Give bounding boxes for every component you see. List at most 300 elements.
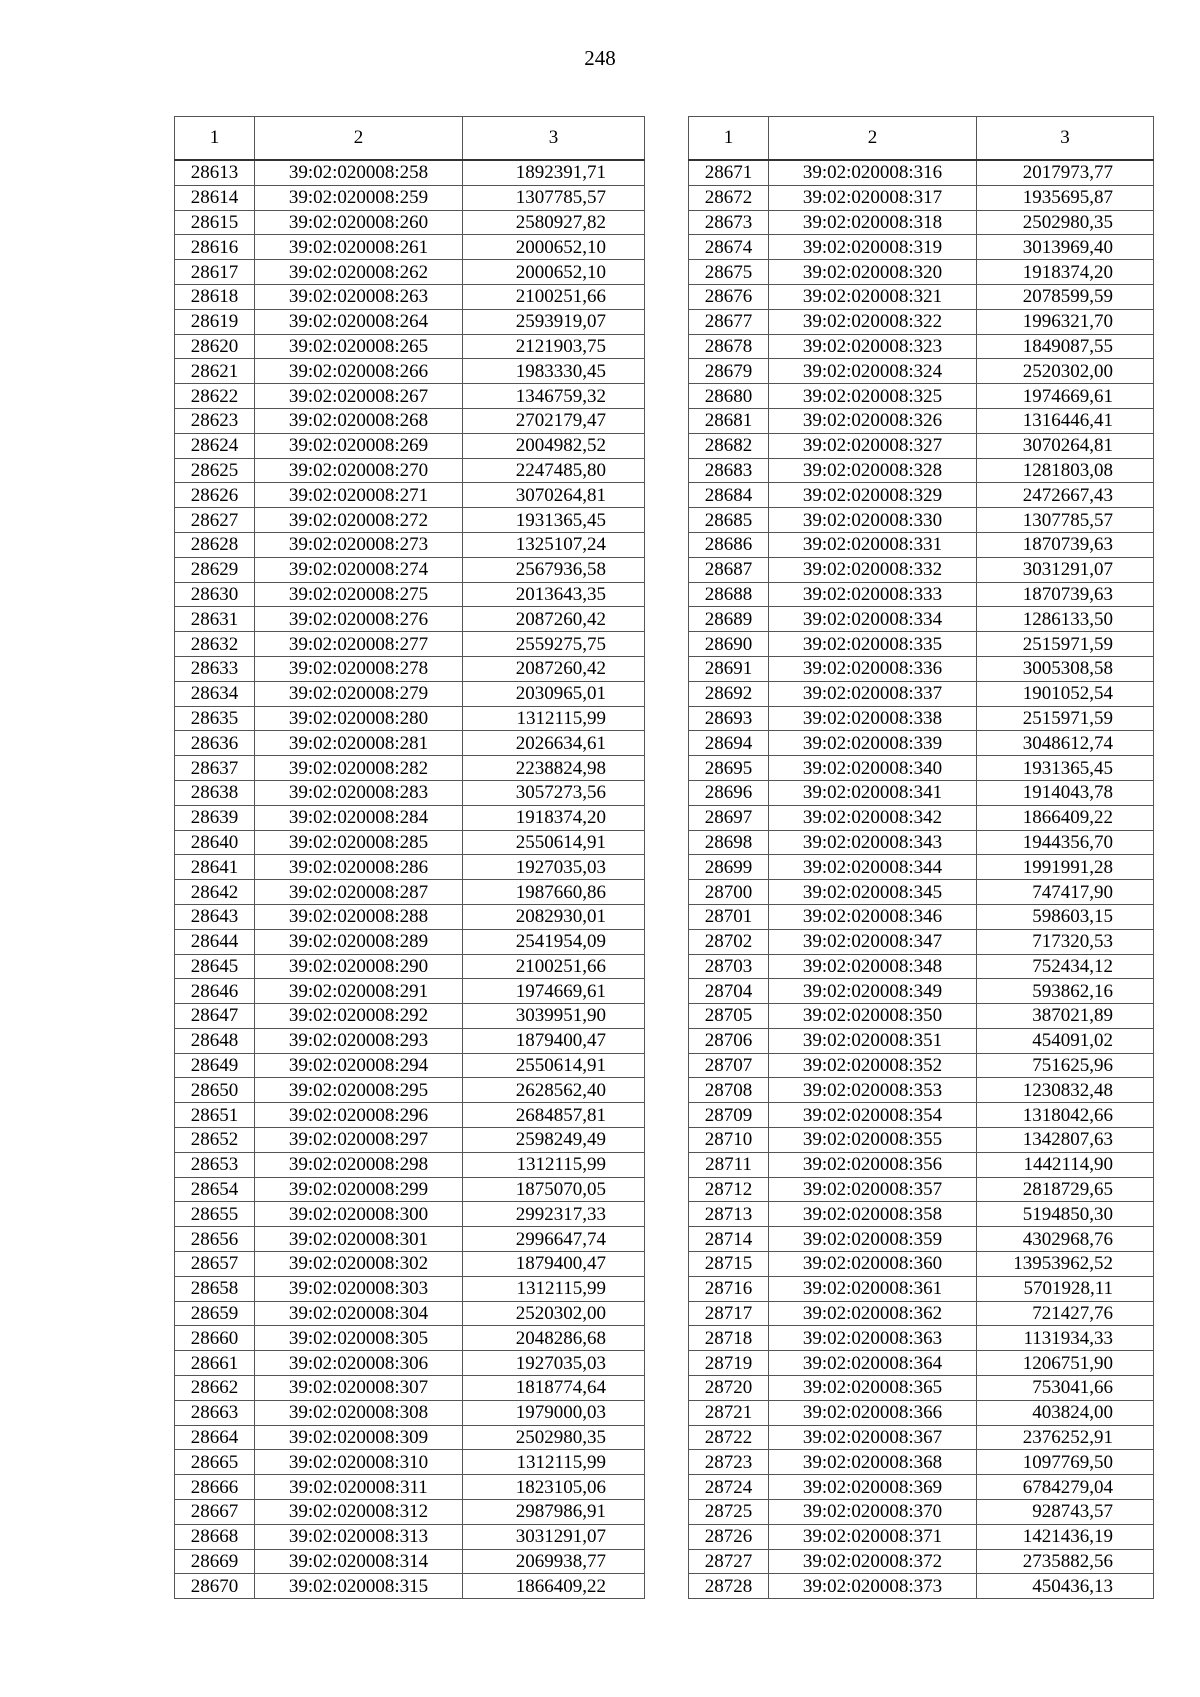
table-row <box>175 185 645 210</box>
cadastral-value: 1875070,05 <box>463 1177 645 1202</box>
row-number: 28613 <box>175 160 255 185</box>
cadastral-value: 1870739,63 <box>977 532 1154 557</box>
cadastral-number: 39:02:020008:307 <box>255 1376 463 1401</box>
row-number: 28680 <box>689 384 769 409</box>
row-number: 28641 <box>175 855 255 880</box>
row-number: 28673 <box>689 210 769 235</box>
cadastral-number: 39:02:020008:346 <box>769 904 977 929</box>
cadastral-value: 1286133,50 <box>977 607 1154 632</box>
cadastral-value: 2017973,77 <box>977 160 1154 185</box>
cadastral-value: 751625,96 <box>977 1053 1154 1078</box>
cadastral-number: 39:02:020008:370 <box>769 1500 977 1525</box>
table-row <box>175 1078 645 1103</box>
header-col-2: 2 <box>769 117 977 161</box>
cadastral-value: 1935695,87 <box>977 185 1154 210</box>
cadastral-value: 747417,90 <box>977 880 1154 905</box>
cadastral-number: 39:02:020008:306 <box>255 1351 463 1376</box>
cadastral-value: 721427,76 <box>977 1301 1154 1326</box>
cadastral-value: 1307785,57 <box>977 508 1154 533</box>
table-row <box>175 1475 645 1500</box>
cadastral-number: 39:02:020008:344 <box>769 855 977 880</box>
row-number: 28688 <box>689 582 769 607</box>
cadastral-value: 3048612,74 <box>977 731 1154 756</box>
cadastral-value: 1307785,57 <box>463 185 645 210</box>
cadastral-value: 4302968,76 <box>977 1227 1154 1252</box>
row-number: 28618 <box>175 284 255 309</box>
table-row <box>175 1252 645 1277</box>
row-number: 28649 <box>175 1053 255 1078</box>
row-number: 28659 <box>175 1301 255 1326</box>
table-row <box>689 1376 1154 1401</box>
row-number: 28662 <box>175 1376 255 1401</box>
cadastral-value: 1316446,41 <box>977 408 1154 433</box>
row-number: 28629 <box>175 557 255 582</box>
cadastral-number: 39:02:020008:365 <box>769 1376 977 1401</box>
cadastral-value: 1342807,63 <box>977 1128 1154 1153</box>
cadastral-value: 2069938,77 <box>463 1549 645 1574</box>
row-number: 28651 <box>175 1103 255 1128</box>
row-number: 28674 <box>689 235 769 260</box>
cadastral-number: 39:02:020008:285 <box>255 830 463 855</box>
cadastral-number: 39:02:020008:333 <box>769 582 977 607</box>
cadastral-number: 39:02:020008:311 <box>255 1475 463 1500</box>
header-col-2: 2 <box>255 117 463 161</box>
table-row <box>175 408 645 433</box>
cadastral-number: 39:02:020008:343 <box>769 830 977 855</box>
cadastral-value: 752434,12 <box>977 954 1154 979</box>
cadastral-value: 1442114,90 <box>977 1152 1154 1177</box>
cadastral-number: 39:02:020008:260 <box>255 210 463 235</box>
cadastral-number: 39:02:020008:272 <box>255 508 463 533</box>
row-number: 28714 <box>689 1227 769 1252</box>
cadastral-number: 39:02:020008:293 <box>255 1028 463 1053</box>
row-number: 28623 <box>175 408 255 433</box>
row-number: 28727 <box>689 1549 769 1574</box>
row-number: 28678 <box>689 334 769 359</box>
table-row <box>175 1400 645 1425</box>
cadastral-value: 1818774,64 <box>463 1376 645 1401</box>
cadastral-value: 1849087,55 <box>977 334 1154 359</box>
row-number: 28615 <box>175 210 255 235</box>
table-row <box>689 656 1154 681</box>
cadastral-number: 39:02:020008:276 <box>255 607 463 632</box>
cadastral-value: 2000652,10 <box>463 235 645 260</box>
table-row <box>689 1252 1154 1277</box>
row-number: 28720 <box>689 1376 769 1401</box>
row-number: 28708 <box>689 1078 769 1103</box>
row-number: 28711 <box>689 1152 769 1177</box>
cadastral-value: 3005308,58 <box>977 656 1154 681</box>
table-row <box>175 532 645 557</box>
table-row <box>175 1450 645 1475</box>
row-number: 28683 <box>689 458 769 483</box>
table-row <box>689 557 1154 582</box>
row-number: 28626 <box>175 483 255 508</box>
cadastral-value: 1974669,61 <box>977 384 1154 409</box>
table-row <box>689 1425 1154 1450</box>
cadastral-value: 2376252,91 <box>977 1425 1154 1450</box>
row-number: 28697 <box>689 805 769 830</box>
row-number: 28638 <box>175 780 255 805</box>
cadastral-number: 39:02:020008:331 <box>769 532 977 557</box>
row-number: 28619 <box>175 309 255 334</box>
row-number: 28642 <box>175 880 255 905</box>
cadastral-value: 1927035,03 <box>463 855 645 880</box>
cadastral-value: 2520302,00 <box>977 359 1154 384</box>
row-number: 28713 <box>689 1202 769 1227</box>
cadastral-value: 2541954,09 <box>463 929 645 954</box>
table-row <box>689 1078 1154 1103</box>
table-row <box>175 954 645 979</box>
row-number: 28694 <box>689 731 769 756</box>
cadastral-number: 39:02:020008:315 <box>255 1574 463 1599</box>
row-number: 28620 <box>175 334 255 359</box>
cadastral-value: 5701928,11 <box>977 1276 1154 1301</box>
cadastral-number: 39:02:020008:275 <box>255 582 463 607</box>
table-row <box>175 483 645 508</box>
row-number: 28653 <box>175 1152 255 1177</box>
table-row <box>175 1053 645 1078</box>
row-number: 28668 <box>175 1524 255 1549</box>
cadastral-number: 39:02:020008:299 <box>255 1177 463 1202</box>
cadastral-number: 39:02:020008:352 <box>769 1053 977 1078</box>
cadastral-value: 1974669,61 <box>463 979 645 1004</box>
cadastral-number: 39:02:020008:290 <box>255 954 463 979</box>
table-row <box>175 607 645 632</box>
cadastral-value: 2559275,75 <box>463 632 645 657</box>
cadastral-value: 2026634,61 <box>463 731 645 756</box>
left-table <box>174 116 645 1599</box>
row-number: 28677 <box>689 309 769 334</box>
row-number: 28710 <box>689 1128 769 1153</box>
cadastral-value: 1421436,19 <box>977 1524 1154 1549</box>
row-number: 28706 <box>689 1028 769 1053</box>
cadastral-number: 39:02:020008:320 <box>769 260 977 285</box>
table-row <box>175 1103 645 1128</box>
table-row <box>689 780 1154 805</box>
table-row <box>175 334 645 359</box>
cadastral-number: 39:02:020008:301 <box>255 1227 463 1252</box>
row-number: 28657 <box>175 1252 255 1277</box>
cadastral-value: 2515971,59 <box>977 706 1154 731</box>
table-row <box>689 1475 1154 1500</box>
cadastral-number: 39:02:020008:327 <box>769 433 977 458</box>
row-number: 28617 <box>175 260 255 285</box>
table-row <box>689 607 1154 632</box>
row-number: 28634 <box>175 681 255 706</box>
table-row <box>689 1450 1154 1475</box>
cadastral-number: 39:02:020008:364 <box>769 1351 977 1376</box>
table-row <box>689 1103 1154 1128</box>
row-number: 28716 <box>689 1276 769 1301</box>
cadastral-number: 39:02:020008:298 <box>255 1152 463 1177</box>
cadastral-number: 39:02:020008:266 <box>255 359 463 384</box>
row-number: 28690 <box>689 632 769 657</box>
table-row <box>689 1549 1154 1574</box>
cadastral-number: 39:02:020008:309 <box>255 1425 463 1450</box>
cadastral-value: 2684857,81 <box>463 1103 645 1128</box>
row-number: 28624 <box>175 433 255 458</box>
cadastral-value: 2121903,75 <box>463 334 645 359</box>
cadastral-number: 39:02:020008:284 <box>255 805 463 830</box>
table-row <box>689 706 1154 731</box>
cadastral-value: 2996647,74 <box>463 1227 645 1252</box>
cadastral-number: 39:02:020008:300 <box>255 1202 463 1227</box>
row-number: 28724 <box>689 1475 769 1500</box>
cadastral-number: 39:02:020008:367 <box>769 1425 977 1450</box>
cadastral-number: 39:02:020008:304 <box>255 1301 463 1326</box>
table-row <box>689 582 1154 607</box>
table-row <box>175 210 645 235</box>
cadastral-number: 39:02:020008:337 <box>769 681 977 706</box>
cadastral-value: 2000652,10 <box>463 260 645 285</box>
row-number: 28705 <box>689 1004 769 1029</box>
row-number: 28679 <box>689 359 769 384</box>
cadastral-value: 2992317,33 <box>463 1202 645 1227</box>
table-row <box>689 160 1154 185</box>
table-row <box>175 458 645 483</box>
cadastral-number: 39:02:020008:348 <box>769 954 977 979</box>
cadastral-value: 1823105,06 <box>463 1475 645 1500</box>
table-row <box>175 433 645 458</box>
table-row <box>175 855 645 880</box>
table-row <box>689 731 1154 756</box>
row-number: 28637 <box>175 756 255 781</box>
cadastral-value: 2087260,42 <box>463 656 645 681</box>
cadastral-number: 39:02:020008:372 <box>769 1549 977 1574</box>
row-number: 28672 <box>689 185 769 210</box>
table-row <box>689 384 1154 409</box>
row-number: 28718 <box>689 1326 769 1351</box>
cadastral-number: 39:02:020008:283 <box>255 780 463 805</box>
cadastral-number: 39:02:020008:360 <box>769 1252 977 1277</box>
row-number: 28632 <box>175 632 255 657</box>
row-number: 28660 <box>175 1326 255 1351</box>
row-number: 28696 <box>689 780 769 805</box>
table-row <box>689 433 1154 458</box>
row-number: 28658 <box>175 1276 255 1301</box>
cadastral-number: 39:02:020008:291 <box>255 979 463 1004</box>
table-row <box>175 756 645 781</box>
table-row <box>175 1574 645 1599</box>
table-row <box>175 284 645 309</box>
table-row <box>689 210 1154 235</box>
table-row <box>175 904 645 929</box>
row-number: 28661 <box>175 1351 255 1376</box>
header-col-3: 3 <box>463 117 645 161</box>
table-row <box>175 235 645 260</box>
row-number: 28723 <box>689 1450 769 1475</box>
cadastral-number: 39:02:020008:363 <box>769 1326 977 1351</box>
row-number: 28717 <box>689 1301 769 1326</box>
cadastral-value: 403824,00 <box>977 1400 1154 1425</box>
row-number: 28693 <box>689 706 769 731</box>
cadastral-number: 39:02:020008:259 <box>255 185 463 210</box>
row-number: 28685 <box>689 508 769 533</box>
cadastral-number: 39:02:020008:316 <box>769 160 977 185</box>
cadastral-value: 2702179,47 <box>463 408 645 433</box>
cadastral-number: 39:02:020008:269 <box>255 433 463 458</box>
row-number: 28712 <box>689 1177 769 1202</box>
cadastral-value: 1312115,99 <box>463 706 645 731</box>
table-row <box>175 1301 645 1326</box>
table-row <box>689 408 1154 433</box>
row-number: 28614 <box>175 185 255 210</box>
cadastral-value: 3070264,81 <box>977 433 1154 458</box>
row-number: 28701 <box>689 904 769 929</box>
row-number: 28695 <box>689 756 769 781</box>
cadastral-number: 39:02:020008:342 <box>769 805 977 830</box>
table-row <box>689 1004 1154 1029</box>
table-row <box>689 979 1154 1004</box>
table-row <box>689 1400 1154 1425</box>
cadastral-number: 39:02:020008:318 <box>769 210 977 235</box>
cadastral-value: 1870739,63 <box>977 582 1154 607</box>
cadastral-number: 39:02:020008:361 <box>769 1276 977 1301</box>
cadastral-value: 2515971,59 <box>977 632 1154 657</box>
cadastral-number: 39:02:020008:371 <box>769 1524 977 1549</box>
cadastral-number: 39:02:020008:273 <box>255 532 463 557</box>
cadastral-number: 39:02:020008:314 <box>255 1549 463 1574</box>
cadastral-value: 2567936,58 <box>463 557 645 582</box>
cadastral-number: 39:02:020008:263 <box>255 284 463 309</box>
table-row <box>175 1152 645 1177</box>
row-number: 28647 <box>175 1004 255 1029</box>
table-row <box>689 260 1154 285</box>
table-row <box>689 483 1154 508</box>
cadastral-value: 2078599,59 <box>977 284 1154 309</box>
cadastral-value: 3031291,07 <box>463 1524 645 1549</box>
cadastral-number: 39:02:020008:317 <box>769 185 977 210</box>
cadastral-value: 1931365,45 <box>463 508 645 533</box>
table-row <box>689 830 1154 855</box>
cadastral-number: 39:02:020008:357 <box>769 1177 977 1202</box>
cadastral-value: 2087260,42 <box>463 607 645 632</box>
cadastral-value: 13953962,52 <box>977 1252 1154 1277</box>
row-number: 28628 <box>175 532 255 557</box>
row-number: 28648 <box>175 1028 255 1053</box>
cadastral-number: 39:02:020008:338 <box>769 706 977 731</box>
table-row <box>689 1177 1154 1202</box>
cadastral-value: 3031291,07 <box>977 557 1154 582</box>
table-row <box>175 384 645 409</box>
cadastral-value: 1206751,90 <box>977 1351 1154 1376</box>
cadastral-number: 39:02:020008:334 <box>769 607 977 632</box>
row-number: 28684 <box>689 483 769 508</box>
cadastral-value: 387021,89 <box>977 1004 1154 1029</box>
table-row <box>689 1351 1154 1376</box>
cadastral-number: 39:02:020008:358 <box>769 1202 977 1227</box>
cadastral-number: 39:02:020008:349 <box>769 979 977 1004</box>
row-number: 28621 <box>175 359 255 384</box>
table-row <box>175 880 645 905</box>
cadastral-number: 39:02:020008:328 <box>769 458 977 483</box>
row-number: 28655 <box>175 1202 255 1227</box>
row-number: 28691 <box>689 656 769 681</box>
table-row <box>689 185 1154 210</box>
row-number: 28631 <box>175 607 255 632</box>
cadastral-number: 39:02:020008:335 <box>769 632 977 657</box>
cadastral-value: 1281803,08 <box>977 458 1154 483</box>
cadastral-number: 39:02:020008:270 <box>255 458 463 483</box>
cadastral-value: 2550614,91 <box>463 830 645 855</box>
cadastral-value: 1996321,70 <box>977 309 1154 334</box>
table-row <box>689 334 1154 359</box>
table-row <box>689 632 1154 657</box>
cadastral-value: 1230832,48 <box>977 1078 1154 1103</box>
table-row <box>689 235 1154 260</box>
row-number: 28664 <box>175 1425 255 1450</box>
header-col-3: 3 <box>977 117 1154 161</box>
cadastral-value: 1944356,70 <box>977 830 1154 855</box>
table-row <box>689 1128 1154 1153</box>
table-row <box>175 1177 645 1202</box>
cadastral-number: 39:02:020008:267 <box>255 384 463 409</box>
table-row <box>175 582 645 607</box>
cadastral-value: 3070264,81 <box>463 483 645 508</box>
row-number: 28646 <box>175 979 255 1004</box>
cadastral-value: 1312115,99 <box>463 1450 645 1475</box>
cadastral-number: 39:02:020008:351 <box>769 1028 977 1053</box>
header-col-1: 1 <box>175 117 255 161</box>
row-number: 28630 <box>175 582 255 607</box>
cadastral-number: 39:02:020008:296 <box>255 1103 463 1128</box>
right-table-body <box>689 160 1154 1599</box>
table-row <box>689 532 1154 557</box>
table-row <box>175 1524 645 1549</box>
row-number: 28666 <box>175 1475 255 1500</box>
cadastral-value: 717320,53 <box>977 929 1154 954</box>
table-row <box>689 284 1154 309</box>
table-row <box>175 1425 645 1450</box>
row-number: 28643 <box>175 904 255 929</box>
cadastral-value: 2100251,66 <box>463 954 645 979</box>
cadastral-number: 39:02:020008:286 <box>255 855 463 880</box>
cadastral-value: 2598249,49 <box>463 1128 645 1153</box>
cadastral-value: 1914043,78 <box>977 780 1154 805</box>
cadastral-number: 39:02:020008:289 <box>255 929 463 954</box>
cadastral-number: 39:02:020008:294 <box>255 1053 463 1078</box>
row-number: 28686 <box>689 532 769 557</box>
table-row <box>175 1326 645 1351</box>
cadastral-number: 39:02:020008:369 <box>769 1475 977 1500</box>
table-row <box>689 1574 1154 1599</box>
table-row <box>175 731 645 756</box>
cadastral-value: 2030965,01 <box>463 681 645 706</box>
table-row <box>175 508 645 533</box>
cadastral-value: 3039951,90 <box>463 1004 645 1029</box>
row-number: 28704 <box>689 979 769 1004</box>
cadastral-number: 39:02:020008:368 <box>769 1450 977 1475</box>
row-number: 28681 <box>689 408 769 433</box>
cadastral-value: 2247485,80 <box>463 458 645 483</box>
row-number: 28665 <box>175 1450 255 1475</box>
cadastral-number: 39:02:020008:325 <box>769 384 977 409</box>
cadastral-number: 39:02:020008:324 <box>769 359 977 384</box>
cadastral-value: 2628562,40 <box>463 1078 645 1103</box>
cadastral-number: 39:02:020008:322 <box>769 309 977 334</box>
table-row <box>175 656 645 681</box>
cadastral-number: 39:02:020008:279 <box>255 681 463 706</box>
cadastral-number: 39:02:020008:302 <box>255 1252 463 1277</box>
cadastral-number: 39:02:020008:329 <box>769 483 977 508</box>
row-number: 28627 <box>175 508 255 533</box>
cadastral-value: 1991991,28 <box>977 855 1154 880</box>
cadastral-number: 39:02:020008:366 <box>769 1400 977 1425</box>
cadastral-value: 2580927,82 <box>463 210 645 235</box>
table-row <box>689 1326 1154 1351</box>
row-number: 28703 <box>689 954 769 979</box>
